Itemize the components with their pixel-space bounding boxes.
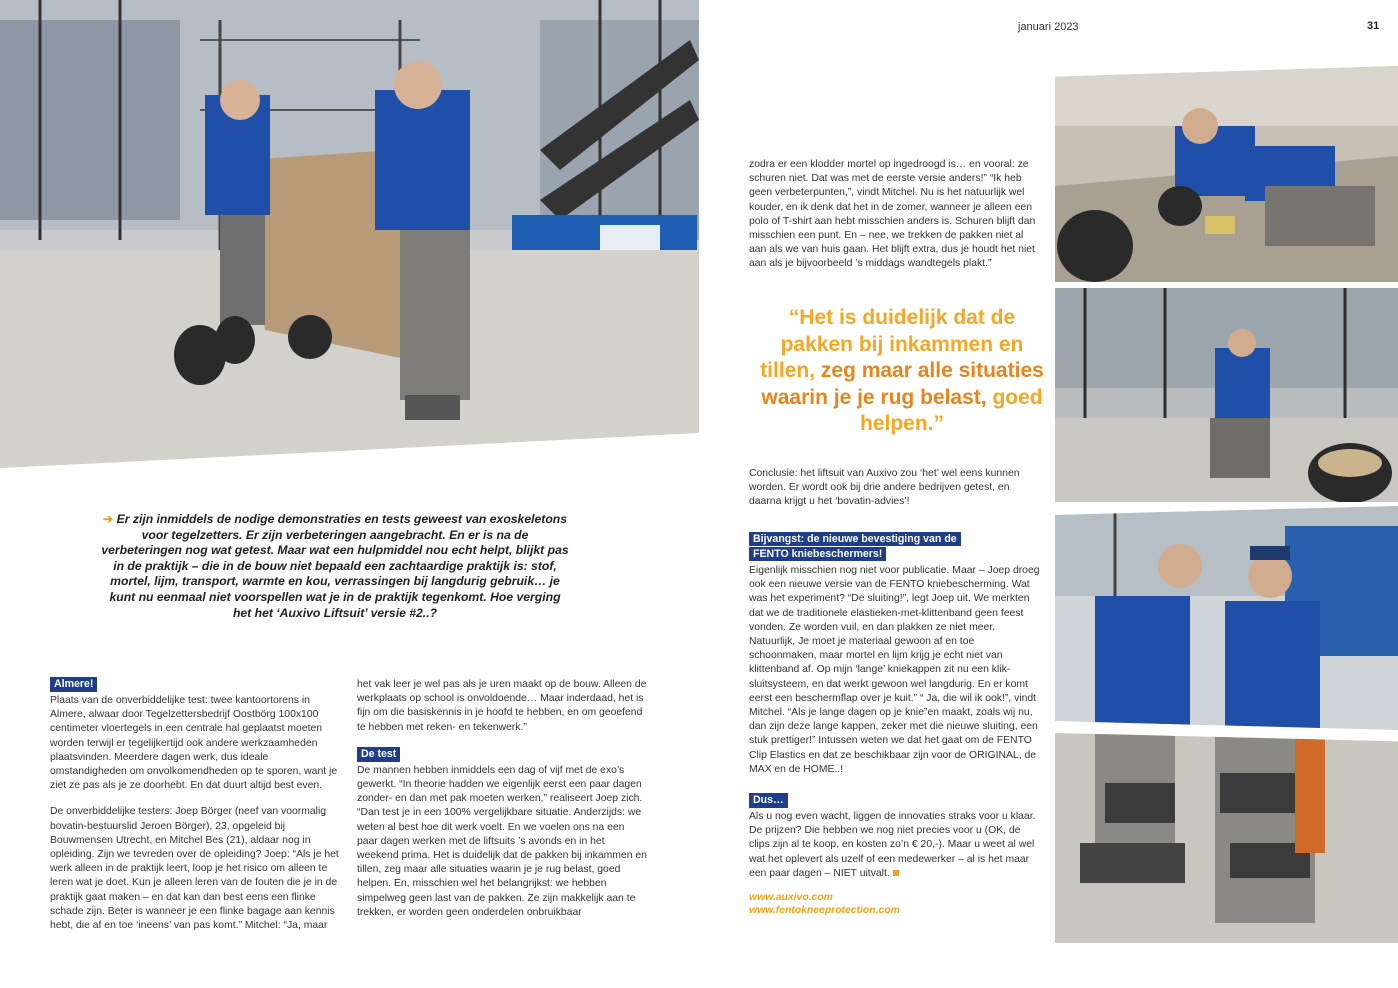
- page-number-right: 31: [1367, 20, 1380, 32]
- photo-workers-carrying-tile: [0, 0, 699, 468]
- paragraph-testers: De onverbiddelijke testers: Joep Börger (neef van voormalig bovatin-bestuurslid Jeroen Börger), 23, opgeleid bij Bouwmensen Utrecht, en Mitchel Bes (21), aldaar nog in opleiding. Zijn we tevreden over de opleiding? Joep: “Als je het werk alleen in de praktijk leert, loop je het risico om alleen te leren wat je doet. Kun je alleen leren van de fouten die je in de praktijk gaat maken – en dat kan dan best eens een flinke schade zijn. Beter is wanneer je een flinke bagage aan kennis hebt, die af en toe ‘ineens’ van pas komt.” Mitchel: “Ja, maar: [50, 806, 339, 932]
- quote-text-strong: zeg maar alle situaties waarin je je rug belast,: [761, 359, 1044, 409]
- heading-bijvangst: Bijvangst: de nieuwe bevestiging van de FENTO kniebeschermers!: [749, 532, 961, 561]
- intro-text: Er zijn inmiddels de nodige demonstraties en tests geweest van exoskeletons voor tegelzetters. Er zijn verbeteringen aangebracht. En er is na de verbeteringen nog wat getest. Maar wat een hulpmiddel nou echt helpt, blijkt pas in de praktijk – die in de bouw niet bepaald een zachtaardige praktijk is: stof, mortel, lijm, transport, warmte en kou, verrassingen bij langdurig gebruik… je kunt nu eenmaal niet voorspellen wat je in de praktijk tegenkomt. Hoe verging het het ‘Auxivo Liftsuit’ versie #2..?: [101, 512, 569, 620]
- arrow-right-icon: ➔: [102, 512, 114, 526]
- paragraph-mortel: zodra er een klodder mortel op ingedroogd is… en vooral: ze schuren niet. Dat was met de eerste versie anders!” “Ik heb geen verbeterpunten,”, vindt Mitchel. Nu is het natuurlijk wel kouder, en ik denk dat het in de zomer, wanneer je alleen een polo of T-shirt aan hebt misschien anders is. Schuren blijft dan misschien een punt. En – nee, we trekken de pakken niet al aan als we van huis gaan. Het blijft extra, dus je houdt het niet aan als je bijvoorbeeld ’s middags wandtegels plakt.”: [749, 159, 1036, 270]
- paragraph-dus-text: Als u nog even wacht, liggen de innovaties straks voor u klaar. De prijzen? Die hebben we nog niet precies voor u (OK, de clips zijn al te koop, en kosten zo’n € 20,-). Maar u weet al wel wat het oplevert als uzelf of een medewerker – al is het maar een paar dagen – NIET uitvalt.: [749, 811, 1036, 879]
- link-fento[interactable]: www.fentokneeprotection.com: [749, 905, 900, 917]
- column-1: [50, 677, 340, 945]
- paragraph-bijvangst: Eigenlijk misschien nog niet voor publicatie. Maar – Joep droeg ook een nieuwe versie van de FENTO kniebescherming. Wat was het experiment? “De sluiting!”, legt Joep uit. We merkten dat we de traditionele elastieken-met-klittenband geen feest vonden. Ze worden vuil, en dan plakken ze niet meer. Natuurlijk, Je moet je materiaal gewoon af en toe schoonmaken, maar mortel en lijm krijg je echt niet van klittenband af. Op mijn ‘lange’ kniekappen zit nu een klik-sluitsysteem, en dat werkt gewoon wel langdurig. En er komt eerst een beschermflap over je kuit.” “ Ja, die wil ik ook!”, vindt Mitchel. “Als je lange dagen op je knie”en maakt, zoals wij nu, dan zijn deze lange kappen, zeker met die nieuwe sluiting, een stuk prettiger!” Intussen weten we dat het gaat om de FENTO Clip Elastics en dat ze beschikbaar zijn voor de ORIGINAL, de MAX en de HOME..!: [749, 565, 1040, 775]
- photo-knee-protectors: [1055, 733, 1398, 943]
- photo-worker-kneeling-back: [1055, 288, 1398, 502]
- quote-text-close: goed helpen.”: [859, 385, 1043, 435]
- photo-worker-kneeling-mortar: [1055, 66, 1398, 282]
- paragraph-dus: [749, 810, 1043, 881]
- heading-dus: Dus…: [749, 793, 788, 808]
- column-3-bottom: [749, 467, 1043, 917]
- paragraph-de-test: De mannen hebben inmiddels een dag of vijf met de exo’s gewerkt. “In theorie hadden we eigenlijk eerst een paar dagen zonder- en dan met pak moeten werken,” realiseert Joep zich. “Dan test je in een 100% vergelijkbare situatie. Anderzijds: we weten al best hoe dit werk voelt. En we voelen ons na een paar dagen werken met de liftsuits ’s avonds en in het weekend prima. Het is duidelijk dat de pakken bij inkammen en tillen, zeg maar alle situaties waarin je je rug belast, goed helpen. En, misschien wel het belangrijkst: we hebben simpelweg geen last van de pakken. Ze zijn makkelijk aan te trekken, er worden geen onderdelen onbruikbaar: [357, 764, 647, 918]
- paragraph-almere: Plaats van de onverbiddelijke test: twee kantoortorens in Almere, alwaar door Tegelzettersbedrijf Oostbörg 100x100 centimeter vloertegels in een centrale hal geplaatst moeten worden terwijl er tegelijkertijd ook andere werkzaamheden plaatsvinden. Meerdere dagen werk, dus ideale omstandigheden om onvolkomendheden op te sporen, want je ziet ze pas als je ze doorhebt. En dat duurt altijd best even.: [50, 695, 338, 792]
- quote-text-open: “Het is duidelijk dat de pakken bij inkammen en tillen,: [760, 306, 1024, 382]
- heading-de-test: De test: [357, 747, 400, 762]
- intro-paragraph: [100, 512, 570, 621]
- column-3-top: [749, 158, 1041, 284]
- heading-almere: Almere!: [50, 677, 97, 692]
- pull-quote: [752, 305, 1052, 438]
- paragraph-conclusie: Conclusie: het liftsuit van Auxivo zou ‘het’ wel eens kunnen worden. Er wordt ook bij drie andere bedrijven getest, en daarna krijgt u het ‘bovatin-advies’!: [749, 468, 1020, 508]
- column-2: [357, 678, 647, 932]
- link-auxivo[interactable]: www.auxivo.com: [749, 892, 833, 904]
- end-bullet-icon: [893, 870, 899, 876]
- paragraph-vak: het vak leer je wel pas als je uren maakt op de bouw. Alleen de werkplaats op school is onvoldoende… Maar inderdaad, het is fijn om die basiskennis in je hoofd te hebben, en om geoefend te hebben met reken- en tekenwerk.”: [357, 679, 647, 733]
- issue-date: januari 2023: [1018, 21, 1079, 33]
- photo-two-workers-smiling: [1055, 506, 1398, 730]
